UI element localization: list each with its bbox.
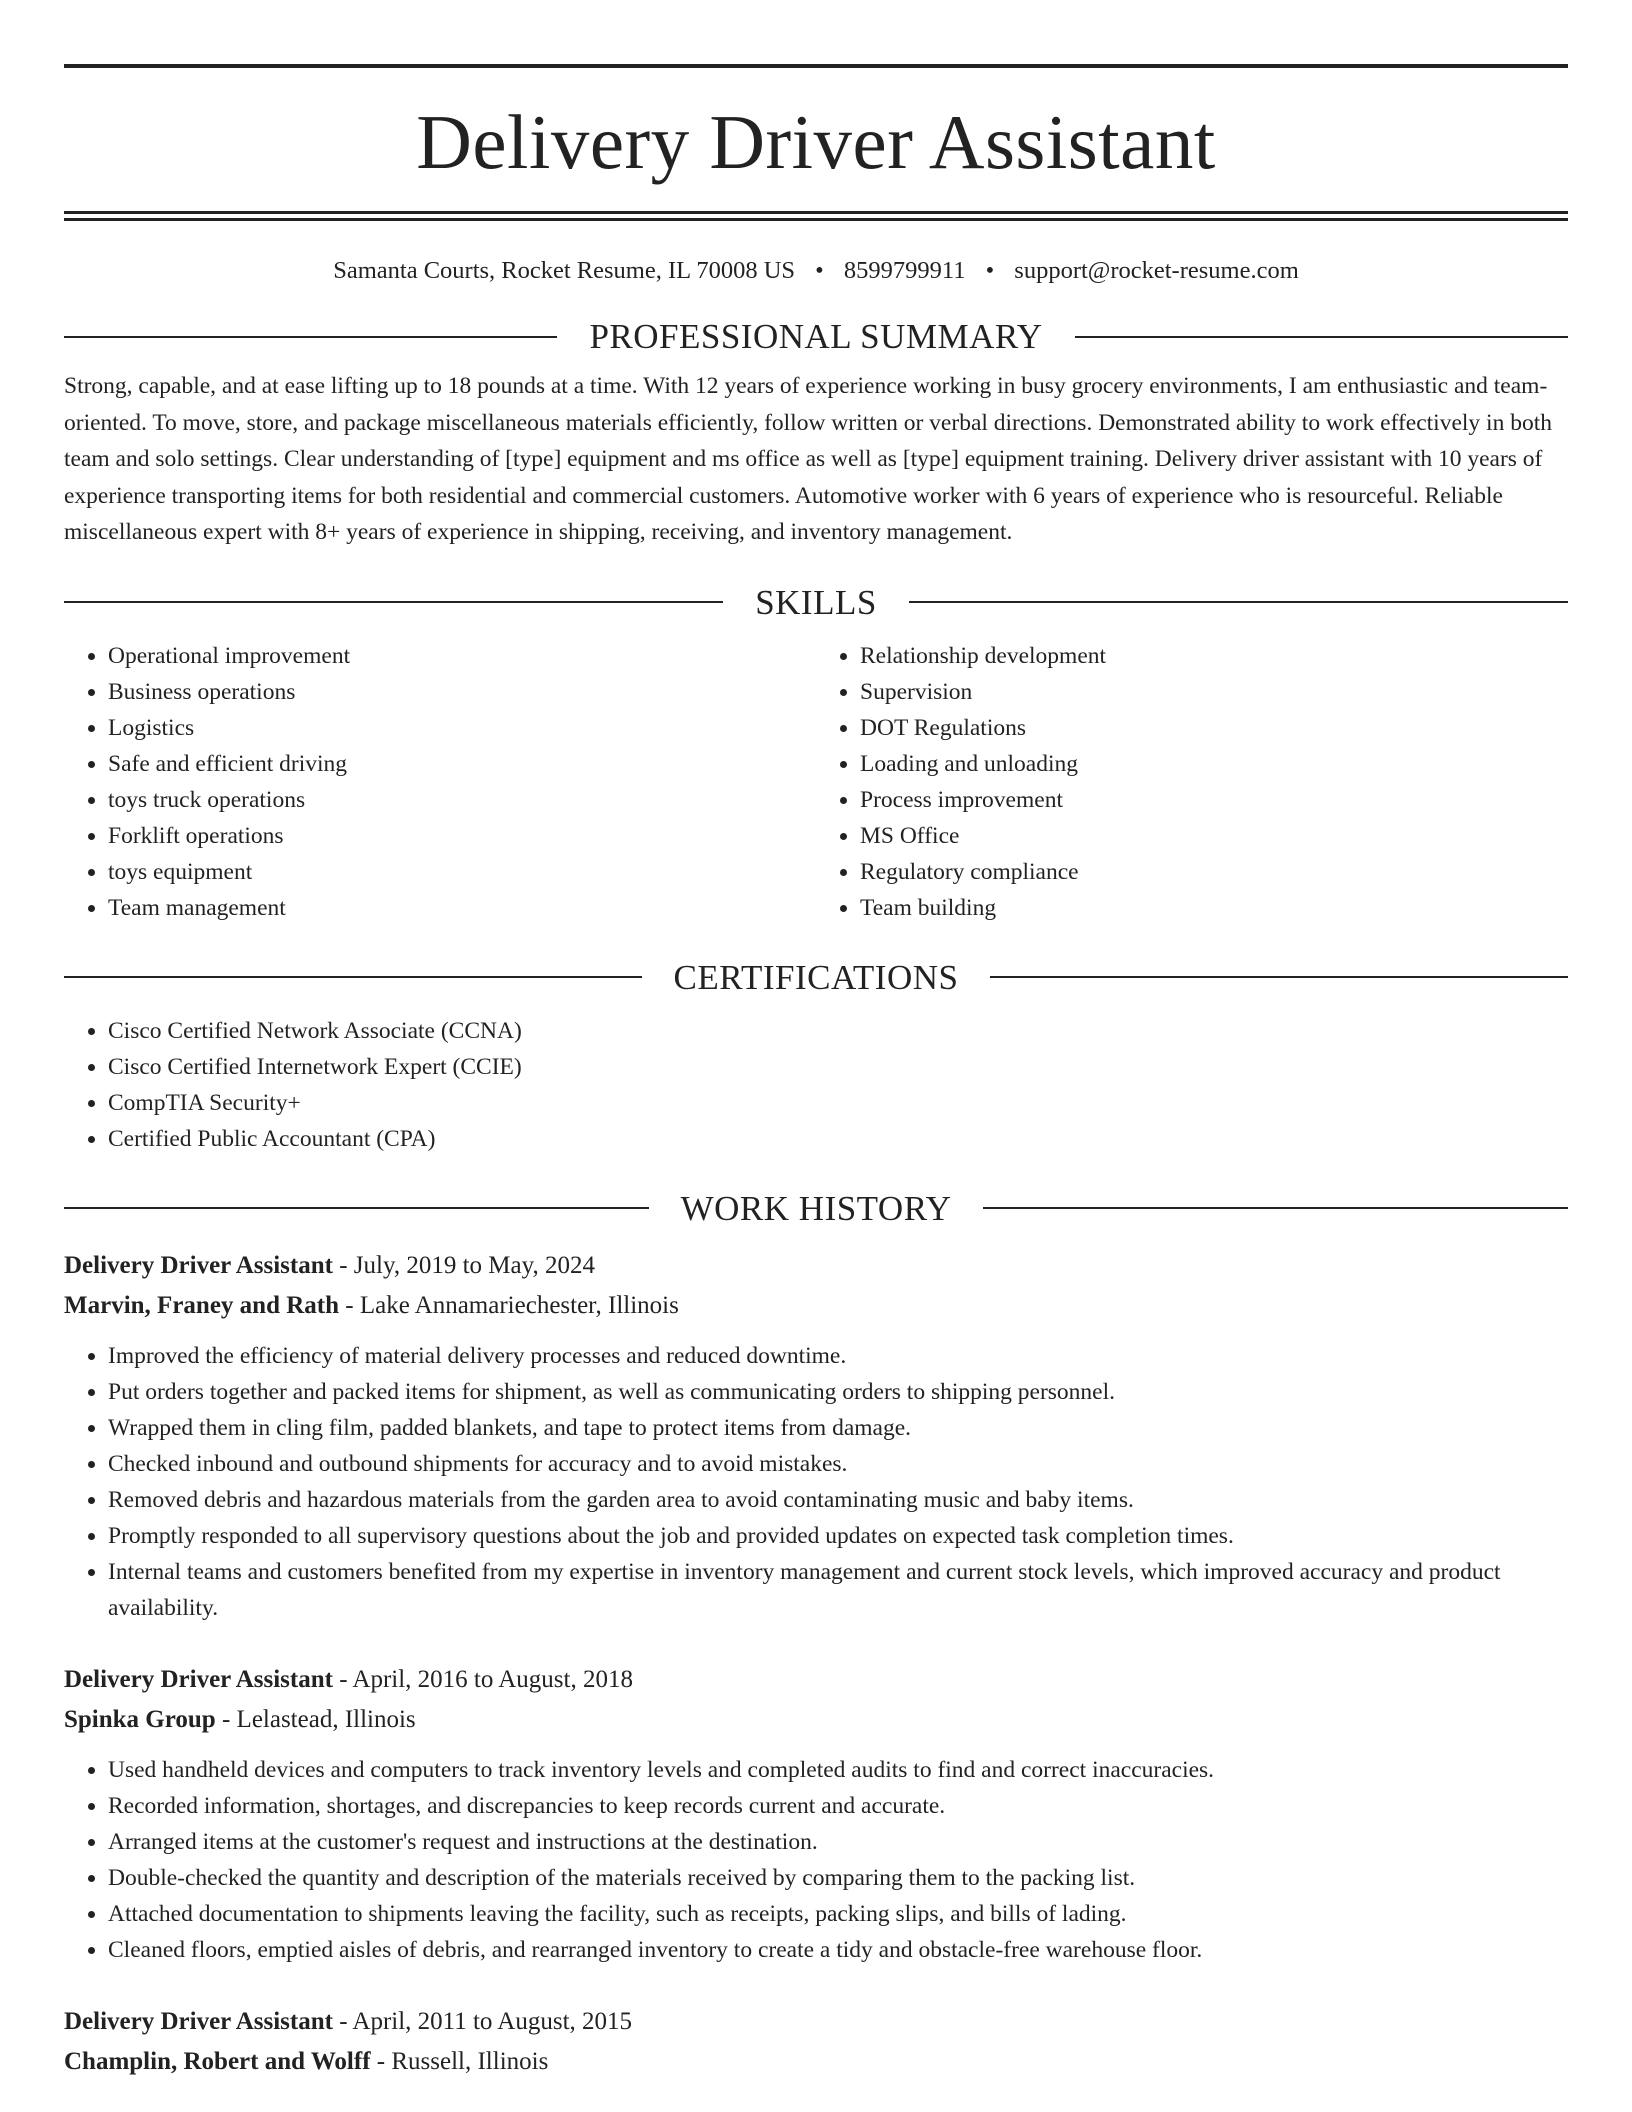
job-company: Marvin, Franey and Rath xyxy=(64,1291,339,1319)
work-history-heading xyxy=(64,1188,1568,1228)
contact-separator: • xyxy=(815,257,824,284)
job-bullet: • Promptly responded to all supervisory questions about the job and provided updates on expected task completion times. xyxy=(108,1518,1568,1554)
summary-text: Strong, capable, and at ease lifting up to 18 pounds at a time. With 12 years of experience working in busy grocery environments, I am enthusiastic and team-oriented. To move, store, and package miscellaneous materials efficiently, follow written or verbal directions. Demonstrated ability to work effectively in both team and solo settings. Clear understanding of [type] equipment and ms office as well as [type] equipment training. Delivery driver assistant with 10 years of experience transporting items for both residential and commercial customers. Automotive worker with 6 years of experience who is resourceful. Reliable miscellaneous expert with 8+ years of experience in shipping, receiving, and inventory management. xyxy=(64,373,1552,545)
certifications-list xyxy=(64,1013,1568,1157)
job-bullet: • Double-checked the quantity and description of the materials received by comparing them to the packing list. xyxy=(108,1860,1568,1896)
job-title: Delivery Driver Assistant xyxy=(64,2007,333,2035)
job-location: - Lelastead, Illinois xyxy=(215,1705,416,1733)
skill-item: • Business operations xyxy=(108,674,816,710)
certification-item: • Cisco Certified Internetwork Expert (CCIE) xyxy=(108,1049,1568,1085)
title-double-rule xyxy=(64,211,1568,221)
job-bullet: • Attached documentation to shipments leaving the facility, such as receipts, packing slips, and bills of lading. xyxy=(108,1896,1568,1932)
job-dates: - April, 2016 to August, 2018 xyxy=(332,1665,633,1693)
skills-list-right xyxy=(816,638,1568,926)
job-dates: - July, 2019 to May, 2024 xyxy=(332,1251,595,1279)
job-bullet: • Used handheld devices and computers to track inventory levels and completed audits to find and correct inaccuracies. xyxy=(108,1752,1568,1788)
skill-item: • Forklift operations xyxy=(108,818,816,854)
job-title-line xyxy=(64,1660,1568,1700)
skill-item: • Regulatory compliance xyxy=(860,854,1568,890)
certifications-heading-label: CERTIFICATIONS xyxy=(673,957,959,997)
heading-rule xyxy=(64,601,723,603)
job-entry xyxy=(64,2002,1568,2082)
contact-separator: • xyxy=(985,257,995,284)
certification-item: • CompTIA Security+ xyxy=(108,1085,1568,1121)
summary-heading-label: PROFESSIONAL SUMMARY xyxy=(589,317,1043,356)
job-company-line xyxy=(64,1700,1568,1740)
heading-rule xyxy=(990,976,1568,978)
work-history-heading-label: WORK HISTORY xyxy=(680,1188,952,1228)
job-bullet: • Cleaned floors, emptied aisles of debris, and rearranged inventory to create a tidy and obstacle-free warehouse floor. xyxy=(108,1932,1568,1968)
contact-line xyxy=(64,257,1568,285)
skill-item: • Supervision xyxy=(860,674,1568,710)
skill-item: • Logistics xyxy=(108,710,816,746)
job-location: - Russell, Illinois xyxy=(370,2047,549,2075)
job-title: Delivery Driver Assistant xyxy=(64,1665,333,1693)
heading-rule xyxy=(64,336,557,338)
skill-item: • toys equipment xyxy=(108,854,816,890)
job-bullet: • Checked inbound and outbound shipments for accuracy and to avoid mistakes. xyxy=(108,1446,1568,1482)
job-title-line xyxy=(64,2002,1568,2042)
job-title: Delivery Driver Assistant xyxy=(64,1251,333,1279)
job-company: Champlin, Robert and Wolff xyxy=(64,2047,371,2075)
skills-heading-label: SKILLS xyxy=(755,582,877,622)
skills-columns xyxy=(64,638,1568,926)
job-bullet: • Wrapped them in cling film, padded blankets, and tape to protect items from damage. xyxy=(108,1410,1568,1446)
contact-email: support@rocket-resume.com xyxy=(1014,257,1299,284)
skill-item: • MS Office xyxy=(860,818,1568,854)
skill-item: • Team management xyxy=(108,890,816,926)
skill-item: • Relationship development xyxy=(860,638,1568,674)
job-company: Spinka Group xyxy=(64,1705,216,1733)
job-bullet: • Arranged items at the customer's request and instructions at the destination. xyxy=(108,1824,1568,1860)
resume-title: Delivery Driver Assistant xyxy=(416,99,1216,185)
heading-rule xyxy=(983,1207,1568,1209)
job-company-line xyxy=(64,2042,1568,2082)
skill-item: • Safe and efficient driving xyxy=(108,746,816,782)
skill-item: • Team building xyxy=(860,890,1568,926)
job-title-line xyxy=(64,1246,1568,1286)
job-entry xyxy=(64,1660,1568,1968)
job-bullet: • Recorded information, shortages, and discrepancies to keep records current and accurate. xyxy=(108,1788,1568,1824)
heading-rule xyxy=(909,601,1568,603)
contact-phone: 8599799911 xyxy=(843,257,966,284)
job-bullet: • Put orders together and packed items for shipment, as well as communicating orders to shipping personnel. xyxy=(108,1374,1568,1410)
skills-heading xyxy=(64,582,1568,622)
job-company-line xyxy=(64,1286,1568,1326)
heading-rule xyxy=(64,976,642,978)
job-entry xyxy=(64,1246,1568,1626)
heading-rule xyxy=(1075,336,1568,338)
job-bullet: • Internal teams and customers benefited from my expertise in inventory management and current stock levels, which improved accuracy and product availability. xyxy=(108,1554,1568,1626)
certifications-heading xyxy=(64,957,1568,997)
job-location: - Lake Annamariechester, Illinois xyxy=(339,1291,679,1319)
job-bullet: • Improved the efficiency of material delivery processes and reduced downtime. xyxy=(108,1338,1568,1374)
skill-item: • toys truck operations xyxy=(108,782,816,818)
job-bullets xyxy=(64,1752,1568,1968)
heading-rule xyxy=(64,1207,649,1209)
skill-item: • Loading and unloading xyxy=(860,746,1568,782)
job-bullet: • Removed debris and hazardous materials from the garden area to avoid contaminating music and baby items. xyxy=(108,1482,1568,1518)
certification-item: • Certified Public Accountant (CPA) xyxy=(108,1121,1568,1157)
skill-item: • Process improvement xyxy=(860,782,1568,818)
summary-heading xyxy=(64,319,1568,354)
skill-item: • DOT Regulations xyxy=(860,710,1568,746)
job-bullets xyxy=(64,1338,1568,1626)
certification-item: • Cisco Certified Network Associate (CCNA) xyxy=(108,1013,1568,1049)
job-dates: - April, 2011 to August, 2015 xyxy=(332,2007,633,2035)
skills-list-left xyxy=(64,638,816,926)
skill-item: • Operational improvement xyxy=(108,638,816,674)
contact-address: Samanta Courts, Rocket Resume, IL 70008 US xyxy=(333,257,796,284)
top-rule xyxy=(64,64,1568,68)
